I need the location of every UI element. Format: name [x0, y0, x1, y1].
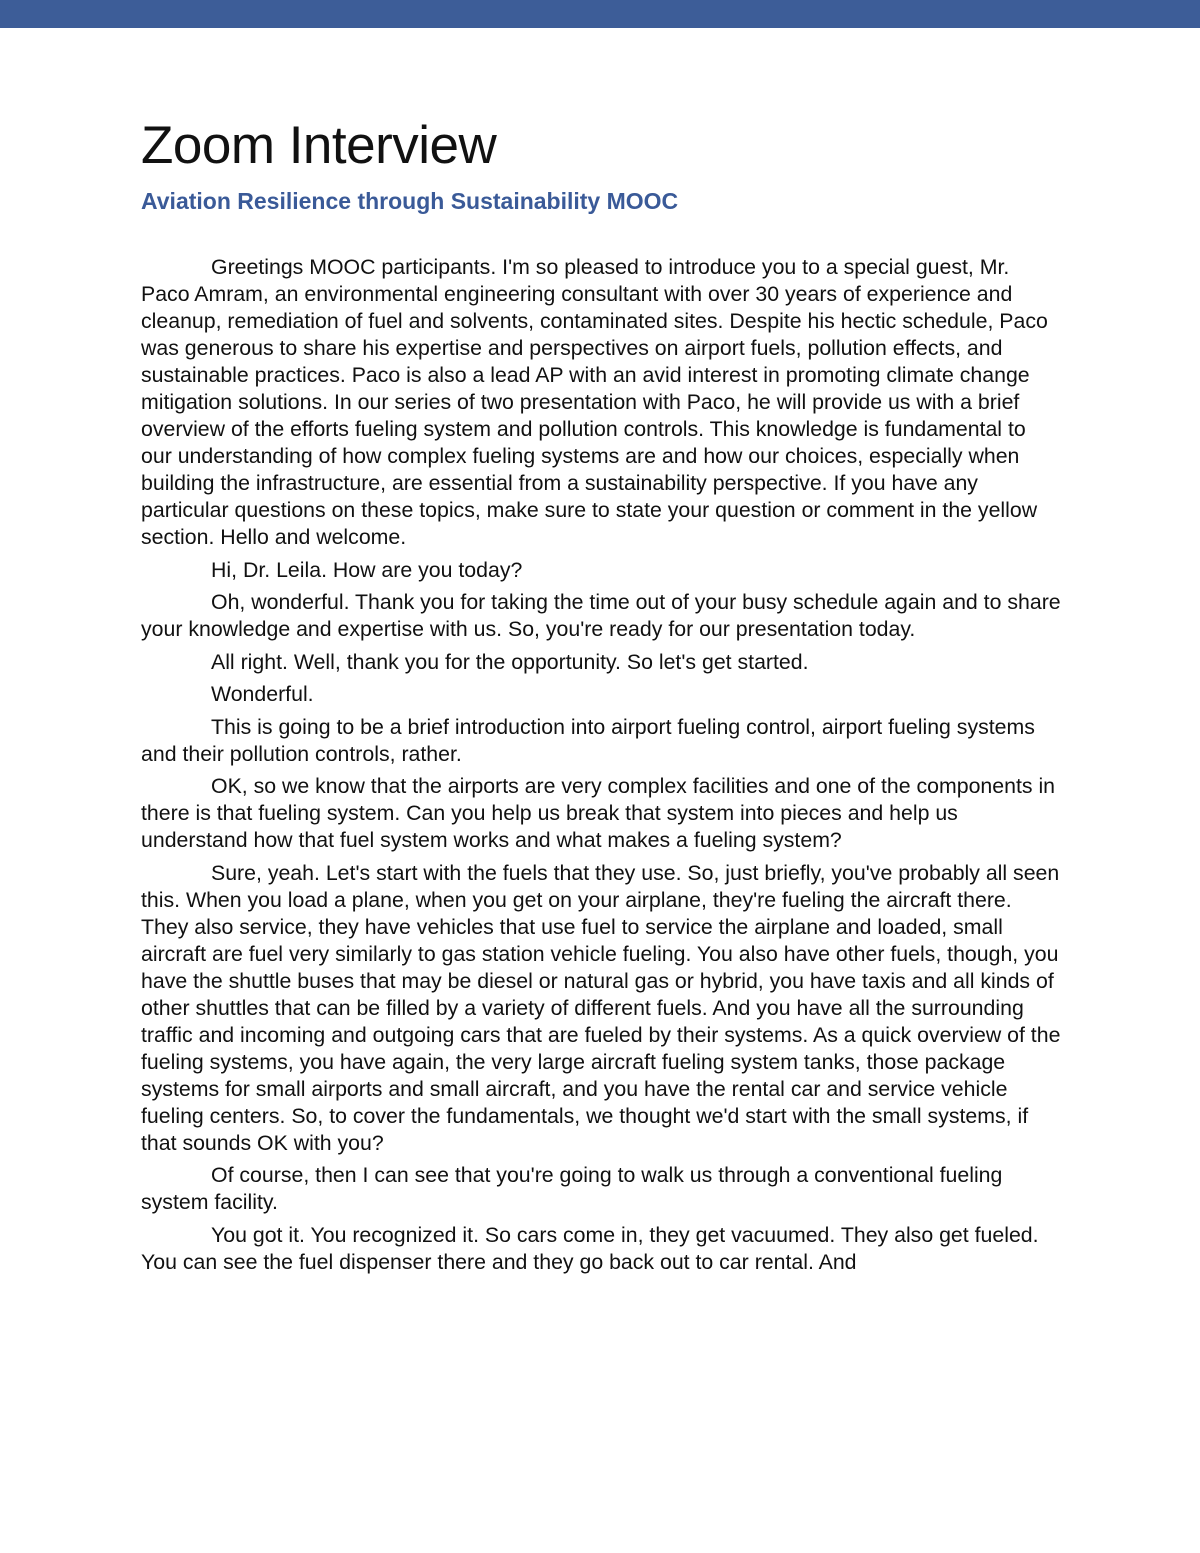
transcript-body: [141, 254, 1061, 1276]
paragraph: You got it. You recognized it. So cars come in, they get vacuumed. They also get fueled. You can see the fuel dispenser there and they go back out to car rental. And: [141, 1222, 1039, 1274]
paragraph: OK, so we know that the airports are very complex facilities and one of the components in there is that fueling system. Can you help us break that system into pieces and help us understand how that fuel system works and what makes a fueling system?: [141, 774, 1056, 852]
document-title: Zoom Interview: [141, 116, 497, 175]
paragraph: This is going to be a brief introduction into airport fueling control, airport fueling systems and their pollution controls, rather.: [141, 714, 1035, 766]
paragraph: Of course, then I can see that you're going to walk us through a conventional fueling system facility.: [141, 1163, 1003, 1214]
paragraph: Wonderful.: [211, 682, 314, 706]
paragraph: All right. Well, thank you for the opportunity. So let's get started.: [211, 649, 809, 674]
header-bar: [0, 0, 1200, 28]
document-subtitle: Aviation Resilience through Sustainability MOOC: [141, 188, 679, 214]
paragraph: Hi, Dr. Leila. How are you today?: [211, 557, 523, 582]
document-content: [141, 112, 1061, 1281]
paragraph: Oh, wonderful. Thank you for taking the time out of your busy schedule again and to share your knowledge and expertise with us. So, you're ready for our presentation today.: [141, 590, 1061, 641]
paragraph: Sure, yeah. Let's start with the fuels that they use. So, just briefly, you've probably all seen this. When you load a plane, when you get on your airplane, they're fueling the aircraft there. They also service, they have vehicles that use fuel to service the airplane and loaded, small aircraft are fuel very similarly to gas station vehicle fueling. You also have other fuels, though, you have the shuttle buses that may be diesel or natural gas or hybrid, you have taxis and all kinds of other shuttles that can be filled by a variety of different fuels. And you have all the surrounding traffic and incoming and outgoing cars that are fueled by their systems. As a quick overview of the fueling systems, you have again, the very large aircraft fueling system tanks, those package systems for small airports and small aircraft, and you have the rental car and service vehicle fueling centers. So, to cover the fundamentals, we thought we'd start with the small systems, if that sounds OK with you?: [141, 860, 1061, 1155]
paragraph: Greetings MOOC participants. I'm so pleased to introduce you to a special guest, Mr. Paco Amram, an environmental engineering consultant with over 30 years of experience and cleanup, remediation of fuel and solvents, contaminated sites. Despite his hectic schedule, Paco was generous to share his expertise and perspectives on airport fuels, pollution effects, and sustainable practices. Paco is also a lead AP with an avid interest in promoting climate change mitigation solutions. In our series of two presentation with Paco, he will provide us with a brief overview of the efforts fueling system and pollution controls. This knowledge is fundamental to our understanding of how complex fueling systems are and how our choices, especially when building the infrastructure, are essential from a sustainability perspective. If you have any particular questions on these topics, make sure to state your question or comment in the yellow section. Hello and welcome.: [141, 255, 1048, 549]
